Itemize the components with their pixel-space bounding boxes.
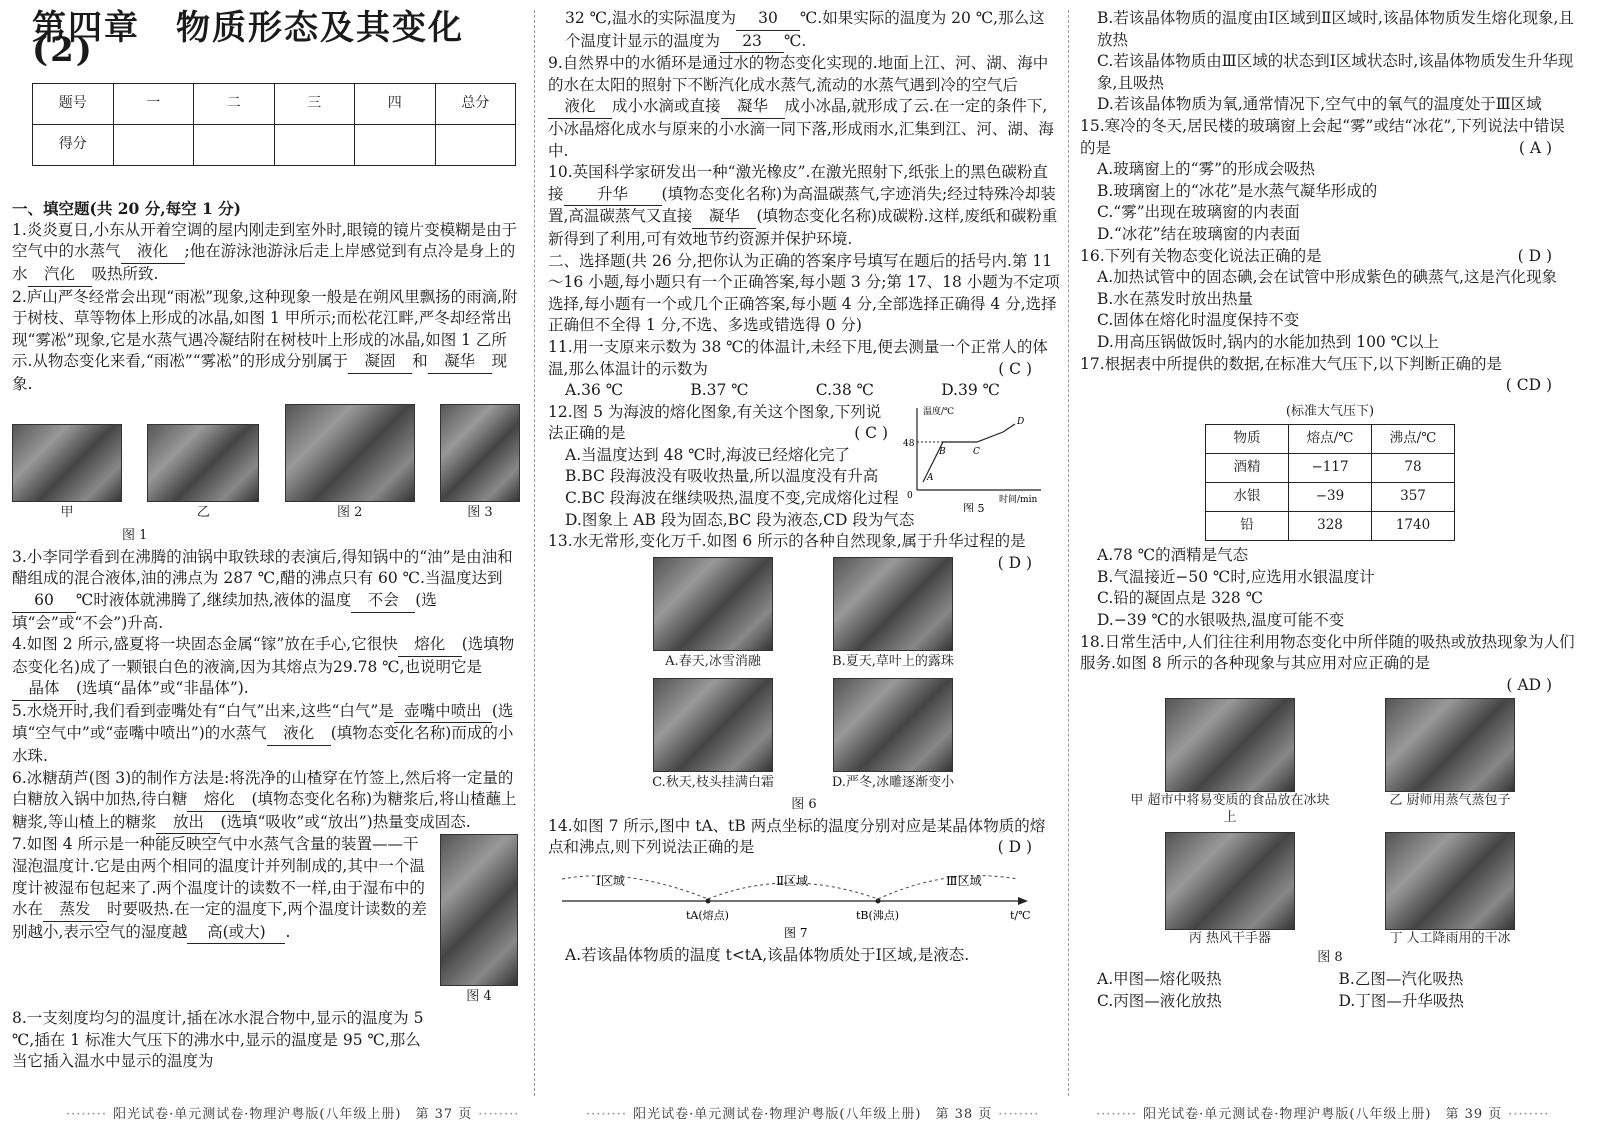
score-header-cell: 二	[194, 84, 275, 125]
score-header-cell: 总分	[435, 84, 516, 125]
tA-point	[706, 898, 711, 903]
question-4: 4.如图 2 所示,盛夏将一块固态金属“镓”放在手心,它很快 熔化 (选填物态变化名)成了一颗银白色的液滴,因为其熔点为29.78 ℃,也说明它是晶体 (选填“晶体”或“非晶体”).	[12, 634, 520, 701]
figure-8-caption: 图 8	[1317, 950, 1343, 966]
svg-text:B: B	[939, 446, 946, 457]
score-row-label: 得分	[33, 125, 114, 166]
figure-2-photo	[285, 404, 415, 502]
score-header-cell: 一	[113, 84, 194, 125]
figure-7-number-line	[548, 859, 1048, 939]
question-8-continued: 32 ℃,温水的实际温度为 30 ℃.如果实际的温度为 20 ℃,那么这个温度计显示的温度为 23 ℃.	[548, 8, 1060, 53]
figures-1-3: 甲 乙 图 2 图 3	[12, 404, 520, 524]
figure-8-ding-photo	[1385, 832, 1515, 930]
question-8: 8.一支刻度均匀的温度计,插在冰水混合物中,显示的温度为 5 ℃,插在 1 标准大气压下的沸水中,显示的温度是 95 ℃,那么当它插入温水中显示的温度为	[12, 1009, 424, 1071]
question-13: 13.水无常形,变化万千.如图 6 所示的各种自然现象,属于升华过程的是 ( D )	[548, 532, 1032, 572]
figure-1-caption: 图 1	[122, 528, 148, 544]
score-header-cell: 题号	[33, 84, 114, 125]
figure-6a-photo	[653, 557, 773, 651]
score-table	[32, 83, 516, 166]
question-7: 7.如图 4 所示是一种能反映空气中水蒸气含量的装置——干湿泡温度计.它是由两个相同的温度计并列制成的,其中一个温度计被湿布包起来了.两个温度计的读数不一样,由于湿布中的水在 蒸发 时要吸热.在一定的温度下,两个温度计读数的差别越小,表示空气的湿度越 高(或大) .	[12, 834, 432, 1008]
svg-text:C: C	[973, 446, 980, 457]
figure-8-jia-photo	[1165, 698, 1295, 792]
question-17: 17.根据表中所提供的数据,在标准大气压下,以下判断正确的是	[1080, 354, 1503, 373]
question-15: 15.寒冷的冬天,居民楼的玻璃窗上会起“雾”或结“冰花”,下列说法中错误的是 ( A )	[1080, 116, 1565, 157]
question-3: 3.小李同学看到在沸腾的油锅中取铁球的表演后,得知锅中的“油”是由油和醋组成的混合液体,油的沸点为 287 ℃,醋的沸点只有 60 ℃.当温度达到60 ℃时液体就沸腾了,继续加热,液体的温度 不会 (选填“会”或“不会”)升高.	[12, 547, 513, 632]
page-37-footer: ········ 阳光试卷·单元测试卷·物理沪粤版(八年级上册) 第 37 页 ········	[60, 1103, 525, 1122]
y-tick-48: 48	[903, 438, 915, 449]
section-2-heading: 二、选择题(共 26 分,把你认为正确的答案序号填写在题后的括号内.第 11～16 小题,每小题只有一个正确答案,每小题 3 分;第 17、18 小题为不定项选择,每小题有一个或几个正确答案,每小题 4 分,全部选择正确得 4 分,选择正确但不全得 1 分,不选、多选或错选得 0 分)	[548, 251, 1060, 335]
question-2: 2.庐山严冬经常会出现“雨凇”现象,这种现象一般是在朔风里飘扬的雨滴,附于树枝、草等物体上形成的冰晶,如图 1 甲所示;而松花江畔,严冬却经常出现“雾凇”现象,它是水蒸气遇冷凝结附在树枝叶上形成的冰晶,如图 1 乙所示.从物态变化来看,“雨凇”“雾凇”的形成分别属于 凝固 和 凝华 现象.	[12, 287, 518, 393]
region-2-label: Ⅱ区域	[776, 873, 809, 888]
question-12: 12.图 5 为海波的熔化图象,有关这个图象,下列说法正确的是 ( C )	[548, 402, 888, 443]
figure-4-photo	[440, 834, 518, 986]
chapter-title: 第四章 物质形态及其变化(2)	[32, 8, 464, 70]
figure-6-grid: A.春天,冰雪消融 B.夏天,草叶上的露珠 C.秋天,枝头挂满白霜 D.严冬,冰雕逐渐变小	[638, 557, 998, 794]
page-39-column: B.若该晶体物质的温度由Ⅰ区域到Ⅱ区域时,该晶体物质发生熔化现象,且放热 C.若该晶体物质由Ⅲ区域的状态到Ⅰ区域状态时,该晶体物质发生升华现象,且吸热 D.若该晶体物质为氧,通常情况下,空气中的氧气的温度处于Ⅲ区域 15.寒冷的冬天,居民楼的玻璃窗上会起“雾”或结“冰花”,下列说法中错误的是 ( A ) A.玻璃窗上的“雾”的形成会吸热 B.玻璃窗上的“冰花”是水蒸气凝华形成的 C.“雾”出现在玻璃窗的内表面 D.“冰花”结在玻璃窗的内表面 16.下列有关物态变化说法正确的是 ( D ) A.加热试管中的固态碘,会在试管中形成紫色的碘蒸气,这是汽化现象 B.水在蒸发时放出热量 C.固体在熔化时温度保持不变 D.用高压锅做饭时,锅内的水能加热到 100 ℃以上 17.根据表中所提供的数据,在标准大气压下,以下判断正确的是 ( CD ) (标准大气压下) 物质 熔点/℃ 沸点/℃ 酒精 −117 78 水银 −39 357 铅 328 1740 A.78 ℃的酒精是气态 B.气温接近−50 ℃时,应选用水银温度计 C.铅的凝固点是 328 ℃ D.−39 ℃的水银吸热,温度可能不变 18.日常生活中,人们往往利用物态变化中所伴随的吸热或放热现象为人们服务.如图 8 所示的各种现象与其应用对应正确的是 ( AD ) 甲 超市中将易变质的食品放在冰块上 乙 厨师用蒸气蒸包子 丙 热风干手器 丁 人工降雨用的干冰 图 8 A.甲图—熔化吸热 B.乙图—汽化吸热 C.丙图—液化放热 D.丁图—升华吸热	[1080, 8, 1580, 1012]
tA-label: tA(熔点)	[686, 908, 729, 922]
svg-text:A: A	[927, 472, 934, 483]
question-1: 1.炎炎夏日,小东从开着空调的屋内刚走到室外时,眼镜的镜片变模糊是由于空气中的水蒸气 液化 ;他在游泳池游泳后走上岸感觉到有点冷是身上的水 汽化 吸热所致.	[12, 220, 520, 287]
figure-3-photo	[440, 404, 520, 502]
region-3-label: Ⅲ区域	[946, 873, 982, 888]
page-38-footer: ········ 阳光试卷·单元测试卷·物理沪粤版(八年级上册) 第 38 页 ········	[580, 1103, 1045, 1122]
figure-7-caption: 图 7	[784, 925, 808, 939]
x-axis-label: 时间/min	[999, 494, 1038, 505]
column-divider	[1068, 10, 1069, 1096]
column-divider	[534, 10, 535, 1096]
svg-text:D: D	[1017, 416, 1025, 427]
figure-1-jia-photo	[12, 424, 122, 502]
figure-8-bing-photo	[1165, 832, 1295, 930]
question-12-block: 12.图 5 为海波的熔化图象,有关这个图象,下列说法正确的是 ( C ) A.当温度达到 48 ℃时,海波已经熔化完了 B.BC 段海波没有吸收热量,所以温度没有升高 C.BC 段海波在继续吸热,温度不变,完成熔化过程 D.图象上 AB 段为固态,BC 段为液态,CD 段为气态 温度/℃ 48 0 A B C D 时间/min 图 5	[548, 402, 1060, 532]
figure-8-grid: 甲 超市中将易变质的食品放在冰块上 乙 厨师用蒸气蒸包子 丙 热风干手器 丁 人工降雨用的干冰	[1130, 698, 1580, 947]
question-11-options: A.36 ℃ B.37 ℃ C.38 ℃ D.39 ℃	[565, 381, 1000, 400]
region-1-label: Ⅰ区域	[596, 873, 625, 888]
question-14: 14.如图 7 所示,图中 tA、tB 两点坐标的温度分别对应是某晶体物质的熔点和沸点,则下列说法正确的是 ( D )	[548, 816, 1046, 857]
question-10: 10.英国科学家研发出一种“激光橡皮”.在激光照射下,纸张上的黑色碳粉直接 升华 (填物态变化名称)为高温碳蒸气,字迹消失;经过特殊冷却装置,高温碳蒸气又直接 凝华 (填物态变化名称)成碳粉.这样,废纸和碳粉重新得到了利用,可有效地节约资源并保护环境.	[548, 163, 1058, 248]
figure-1-yi-photo	[147, 424, 259, 502]
page-37-column	[12, 8, 520, 1073]
figure-5-caption: 图 5	[963, 501, 985, 512]
question-11: 11.用一支原来示数为 38 ℃的体温计,未经下甩,便去测量一个正常人的体温,那么体温计的示数为 ( C )	[548, 337, 1048, 378]
figure-5-melting-graph	[903, 402, 1053, 512]
score-header-cell: 三	[274, 84, 355, 125]
data-table-title: (标准大气压下)	[1285, 403, 1375, 419]
origin-label: 0	[907, 490, 913, 501]
y-axis-label: 温度/℃	[923, 406, 955, 417]
question-7-block: 7.如图 4 所示是一种能反映空气中水蒸气含量的装置——干湿泡温度计.它是由两个相同的温度计并列制成的,其中一个温度计被湿布包起来了.两个温度计的读数不一样,由于湿布中的水在 蒸发 时要吸热.在一定的温度下,两个温度计读数的差别越小,表示空气的湿度越 高(或大) . 图 4	[12, 834, 520, 1008]
score-header-cell: 四	[355, 84, 436, 125]
question-18-options: A.甲图—熔化吸热 B.乙图—汽化吸热 C.丙图—液化放热 D.丁图—升华吸热	[1097, 970, 1464, 1010]
question-6: 6.冰糖葫芦(图 3)的制作方法是:将洗净的山楂穿在竹签上,然后将一定量的白糖放入锅中加热,待白糖 熔化 (填物态变化名称)为糖浆后,将山楂蘸上糖浆,等山楂上的糖浆 放出 (选填“吸收”或“放出”)热量变成固态.	[12, 768, 520, 835]
page-38-column: 32 ℃,温水的实际温度为 30 ℃.如果实际的温度为 20 ℃,那么这个温度计显示的温度为 23 ℃. 9.自然界中的水循环是通过水的物态变化实现的.地面上江、河、湖、海中的水在太阳的照射下不断汽化成水蒸气,流动的水蒸气遇到冷的空气后液化 成小水滴或直接 凝华 成小冰晶,就形成了云.在一定的条件下,小冰晶熔化成水与原来的小水滴一同下落,形成雨水,汇集到江、河、湖、海中. 10.英国科学家研发出一种“激光橡皮”.在激光照射下,纸张上的黑色碳粉直接 升华 (填物态变化名称)为高温碳蒸气,字迹消失;经过特殊冷却装置,高温碳蒸气又直接 凝华 (填物态变化名称)成碳粉.这样,废纸和碳粉重新得到了利用,可有效地节约资源并保护环境. 二、选择题(共 26 分,把你认为正确的答案序号填写在题后的括号内.第 11～16 小题,每小题只有一个正确答案,每小题 3 分;第 17、18 小题为不定项选择,每小题有一个或几个正确答案,每小题 4 分,全部选择正确得 4 分,选择正确但不全得 1 分,不选、多选或错选得 0 分) 11.用一支原来示数为 38 ℃的体温计,未经下甩,便去测量一个正常人的体温,那么体温计的示数为 ( C ) A.36 ℃ B.37 ℃ C.38 ℃ D.39 ℃ 12.图 5 为海波的熔化图象,有关这个图象,下列说法正确的是 ( C ) A.当温度达到 48 ℃时,海波已经熔化完了 B.BC 段海波没有吸收热量,所以温度没有升高 C.BC 段海波在继续吸热,温度不变,完成熔化过程 D.图象上 AB 段为固态,BC 段为液态,CD 段为气态 温度/℃ 48 0 A B C D 时间/min 图 5 13.水无常形,变化万千.如图 6 所示的各种自然现象,属于升华过程的是 ( D ) A.春天,冰雪消融 B.夏天,草叶上的露珠 C.秋天,枝头挂满白霜 D.严冬,冰雕逐渐变小 图 6 14.如图 7 所示,图中 tA、tB 两点坐标的温度分别对应是某晶体物质的熔点和沸点,则下列说法正确的是 ( D ) Ⅰ区域 Ⅱ区域 Ⅲ区域 tA(熔点) tB(沸点) t/℃ 图 7 A.若该晶体物质的温度 t<tA,该晶体物质处于Ⅰ区域,是液态.	[548, 9, 1060, 965]
figure-6b-photo	[833, 557, 953, 651]
question-5: 5.水烧开时,我们看到壶嘴处有“白气”出来,这些“白气”是 壶嘴中喷出 (选填“空气中”或“壶嘴中喷出”)的水蒸气 液化 (填物态变化名称)而成的小水珠.	[12, 701, 514, 766]
question-18: 18.日常生活中,人们往往利用物态变化中所伴随的吸热或放热现象为人们服务.如图 8 所示的各种现象与其应用对应正确的是	[1080, 632, 1575, 673]
melting-curve	[923, 424, 1015, 482]
figure-8-yi-photo	[1385, 698, 1515, 792]
t-axis-unit: t/℃	[1010, 908, 1031, 922]
melting-boiling-table: 物质 熔点/℃ 沸点/℃ 酒精 −117 78 水银 −39 357 铅 328 1740	[1205, 424, 1455, 541]
section-heading: 一、填空题(共 20 分,每空 1 分)	[12, 199, 242, 219]
tB-point	[876, 898, 881, 903]
question-9: 9.自然界中的水循环是通过水的物态变化实现的.地面上江、河、湖、海中的水在太阳的照射下不断汽化成水蒸气,流动的水蒸气遇到冷的空气后液化 成小水滴或直接 凝华 成小冰晶,就形成了云.在一定的条件下,小冰晶熔化成水与原来的小水滴一同下落,形成雨水,汇集到江、河、湖、海中.	[548, 54, 1054, 160]
figure-6-caption: 图 6	[791, 797, 817, 813]
question-16: 16.下列有关物态变化说法正确的是 ( D )	[1080, 246, 1552, 265]
tB-label: tB(沸点)	[856, 908, 900, 922]
figure-6c-photo	[653, 678, 773, 772]
page-39-footer: ········ 阳光试卷·单元测试卷·物理沪粤版(八年级上册) 第 39 页 ········	[1090, 1103, 1555, 1122]
figure-6d-photo	[833, 678, 953, 772]
